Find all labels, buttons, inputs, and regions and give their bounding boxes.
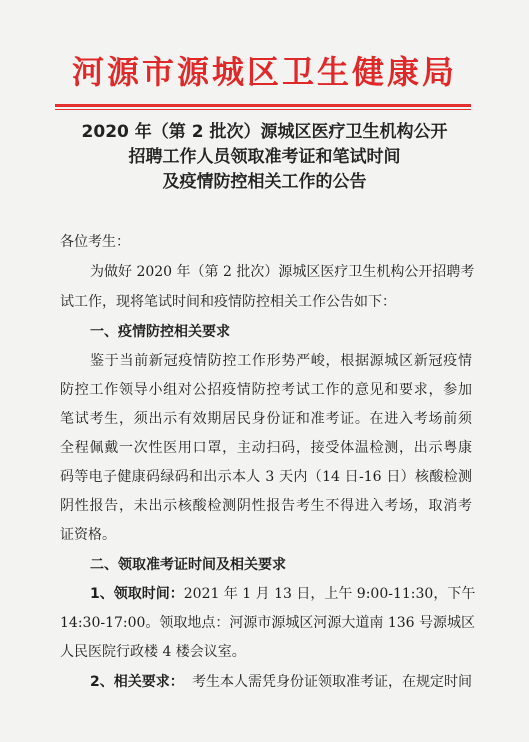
item-1-text: 2021 年 1 月 13 日，上午 9:00-11:30，下午 [183, 586, 476, 602]
section-1-line: 全程佩戴一次性医用口罩，主动扫码，接受体温检测，出示粤康 [60, 440, 472, 456]
item-1-line-1 [90, 584, 476, 604]
section-1-line: 笔试考生，须出示有效期居民身份证和准考证。在进入考场前须 [60, 411, 472, 427]
section-1-line: 证资格。 [60, 527, 116, 543]
section-1-line: 防控工作领导小组对公招疫情防控考试工作的意见和要求，参加 [60, 382, 472, 398]
item-1-line-2: 14:30-17:00。领取地点：河源市源城区河源大道南 136 号源城区 [60, 615, 476, 631]
intro-line-2: 试工作，现将笔试时间和疫情防控相关工作公告如下： [60, 294, 396, 310]
notice-title [0, 120, 529, 195]
item-1-label: 1、领取时间： [90, 586, 184, 602]
title-line-3: 及疫情防控相关工作的公告 [162, 172, 367, 192]
item-2-label: 2、相关要求： [90, 674, 184, 690]
item-2-line-1 [90, 672, 472, 692]
section-1-line: 鉴于当前新冠疫情防控工作形势严峻，根据源城区新冠疫情 [90, 353, 472, 369]
title-line-1: 2020 年（第 2 批次）源城区医疗卫生机构公开 [81, 122, 448, 142]
section-2-heading: 二、领取准考证时间及相关要求 [90, 557, 286, 573]
salutation: 各位考生： [60, 234, 130, 250]
section-1-heading: 一、疫情防控相关要求 [90, 324, 230, 340]
section-1-line: 阴性报告，未出示核酸检测阴性报告考生不得进入考场，取消考 [60, 498, 472, 514]
title-line-2: 招聘工作人员领取准考证和笔试时间 [128, 147, 401, 167]
intro-line-1: 为做好 2020 年（第 2 批次）源城区医疗卫生机构公开招聘考 [90, 264, 475, 280]
item-2-text: 考生本人需凭身份证领取准考证，在规定时间 [192, 674, 472, 690]
masthead-rule-thick [55, 104, 471, 107]
masthead-rule-thin [55, 109, 471, 110]
item-1-line-3: 人民医院行政楼 4 楼会议室。 [60, 644, 246, 660]
issuer-masthead: 河源市源城区卫生健康局 [71, 53, 457, 91]
section-1-line: 码等电子健康码绿码和出示本人 3 天内（14 日-16 日）核酸检测 [60, 469, 472, 485]
